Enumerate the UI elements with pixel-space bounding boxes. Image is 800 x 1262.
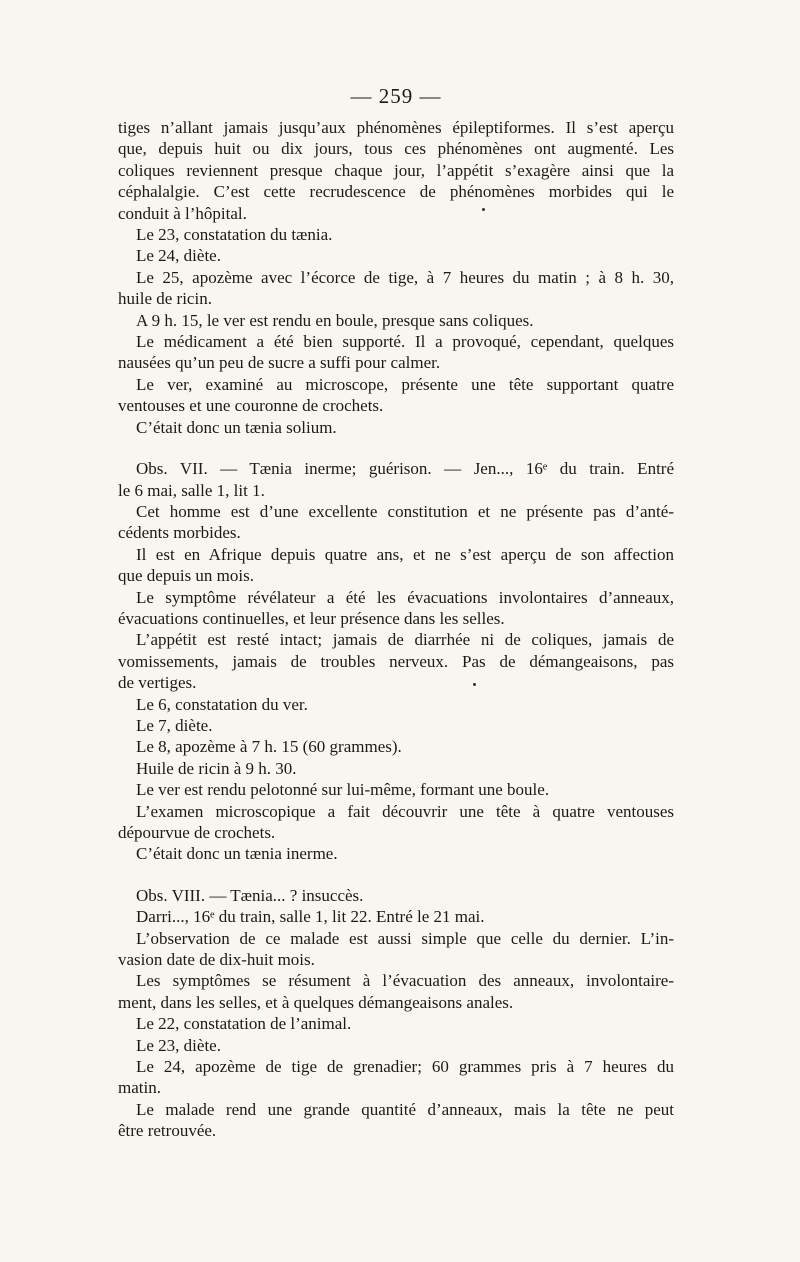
text-line: que, depuis huit ou dix jours, tous ces phénomènes ont augmenté. Les — [118, 139, 674, 159]
text-line: Le ver, examiné au microscope, présente une tête supportant quatre — [136, 374, 674, 394]
body-text — [118, 117, 674, 1142]
text-line: Le 7, diète. — [136, 715, 213, 735]
text-line: ment, dans les selles, et à quelques démangeaisons anales. — [118, 992, 514, 1012]
text-line: Le 23, diète. — [136, 1035, 221, 1055]
text-line: Cet homme est d’une excellente constitution et ne présente pas d’anté- — [136, 501, 674, 521]
text-line: être retrouvée. — [118, 1121, 217, 1141]
ink-speck — [473, 683, 476, 686]
text-line: tiges n’allant jamais jusqu’aux phénomènes épileptiformes. Il s’est aperçu — [118, 118, 674, 137]
text-line: coliques reviennent presque chaque jour, l’appétit s’exagère ainsi que la — [118, 160, 674, 180]
document-page — [118, 84, 674, 1142]
text-line: Le 23, constatation du tænia. — [136, 225, 333, 245]
section-gap — [118, 865, 674, 885]
ink-speck — [482, 208, 485, 211]
text-line: Darri..., 16ᵉ du train, salle 1, lit 22. Entré le 21 mai. — [136, 907, 485, 927]
text-line: C’était donc un tænia inerme. — [136, 844, 338, 864]
text-line: Le ver est rendu pelotonné sur lui-même, formant une boule. — [136, 780, 550, 800]
page-number: — 259 — — [350, 84, 442, 108]
text-line: L’appétit est resté intact; jamais de diarrhée ni de coliques, jamais de — [136, 630, 674, 650]
observation-section — [118, 885, 674, 1142]
text-line: ventouses et une couronne de crochets. — [118, 396, 384, 416]
text-line: que depuis un mois. — [118, 566, 254, 586]
text-line: Le 24, apozème de tige de grenadier; 60 grammes pris à 7 heures du — [136, 1057, 674, 1077]
text-line: Le 22, constatation de l’animal. — [136, 1014, 352, 1034]
text-line: évacuations continuelles, et leur présence dans les selles. — [118, 608, 505, 628]
text-line: C’était donc un tænia solium. — [136, 417, 337, 437]
text-line: Le 8, apozème à 7 h. 15 (60 grammes). — [136, 737, 402, 757]
text-line: Le symptôme révélateur a été les évacuations involontaires d’anneaux, — [136, 587, 674, 607]
text-line: Le médicament a été bien supporté. Il a provoqué, cependant, quelques — [136, 332, 674, 352]
text-line: céphalalgie. C’est cette recrudescence de phénomènes morbides qui le — [118, 182, 674, 202]
text-line: vasion date de dix-huit mois. — [118, 950, 315, 970]
text-line: A 9 h. 15, le ver est rendu en boule, presque sans coliques. — [136, 310, 534, 330]
text-line: cédents morbides. — [118, 523, 241, 543]
text-line: L’examen microscopique a fait découvrir une tête à quatre ventouses — [136, 801, 674, 821]
text-line: huile de ricin. — [118, 289, 212, 309]
text-line: Huile de ricin à 9 h. 30. — [136, 758, 297, 778]
text-line: nausées qu’un peu de sucre a suffi pour calmer. — [118, 353, 441, 373]
text-line: Il est en Afrique depuis quatre ans, et ne s’est aperçu de son affection — [136, 544, 674, 564]
text-line: Obs. VIII. — Tænia... ? insuccès. — [136, 885, 364, 905]
text-line: dépourvue de crochets. — [118, 823, 276, 842]
text-line: L’observation de ce malade est aussi simple que celle du dernier. L’in- — [136, 928, 674, 948]
text-line: de vertiges. — [118, 673, 197, 693]
text-line: conduit à l’hôpital. — [118, 203, 247, 223]
text-line: Les symptômes se résument à l’évacuation des anneaux, involontaire- — [136, 971, 674, 991]
observation-section — [118, 117, 674, 438]
text-line: le 6 mai, salle 1, lit 1. — [118, 480, 265, 500]
text-line: matin. — [118, 1078, 161, 1098]
text-line: Obs. VII. — Tænia inerme; guérison. — Jen..., 16ᵉ du train. Entré — [136, 459, 674, 479]
section-gap — [118, 438, 674, 458]
text-line: Le malade rend une grande quantité d’anneaux, mais la tête ne peut — [136, 1099, 674, 1119]
text-line: vomissements, jamais de troubles nerveux. Pas de démangeaisons, pas — [118, 651, 674, 671]
text-line: Le 6, constatation du ver. — [136, 694, 308, 714]
text-line: Le 25, apozème avec l’écorce de tige, à 7 heures du matin ; à 8 h. 30, — [136, 267, 674, 287]
text-line: Le 24, diète. — [136, 246, 221, 266]
observation-section — [118, 458, 674, 865]
